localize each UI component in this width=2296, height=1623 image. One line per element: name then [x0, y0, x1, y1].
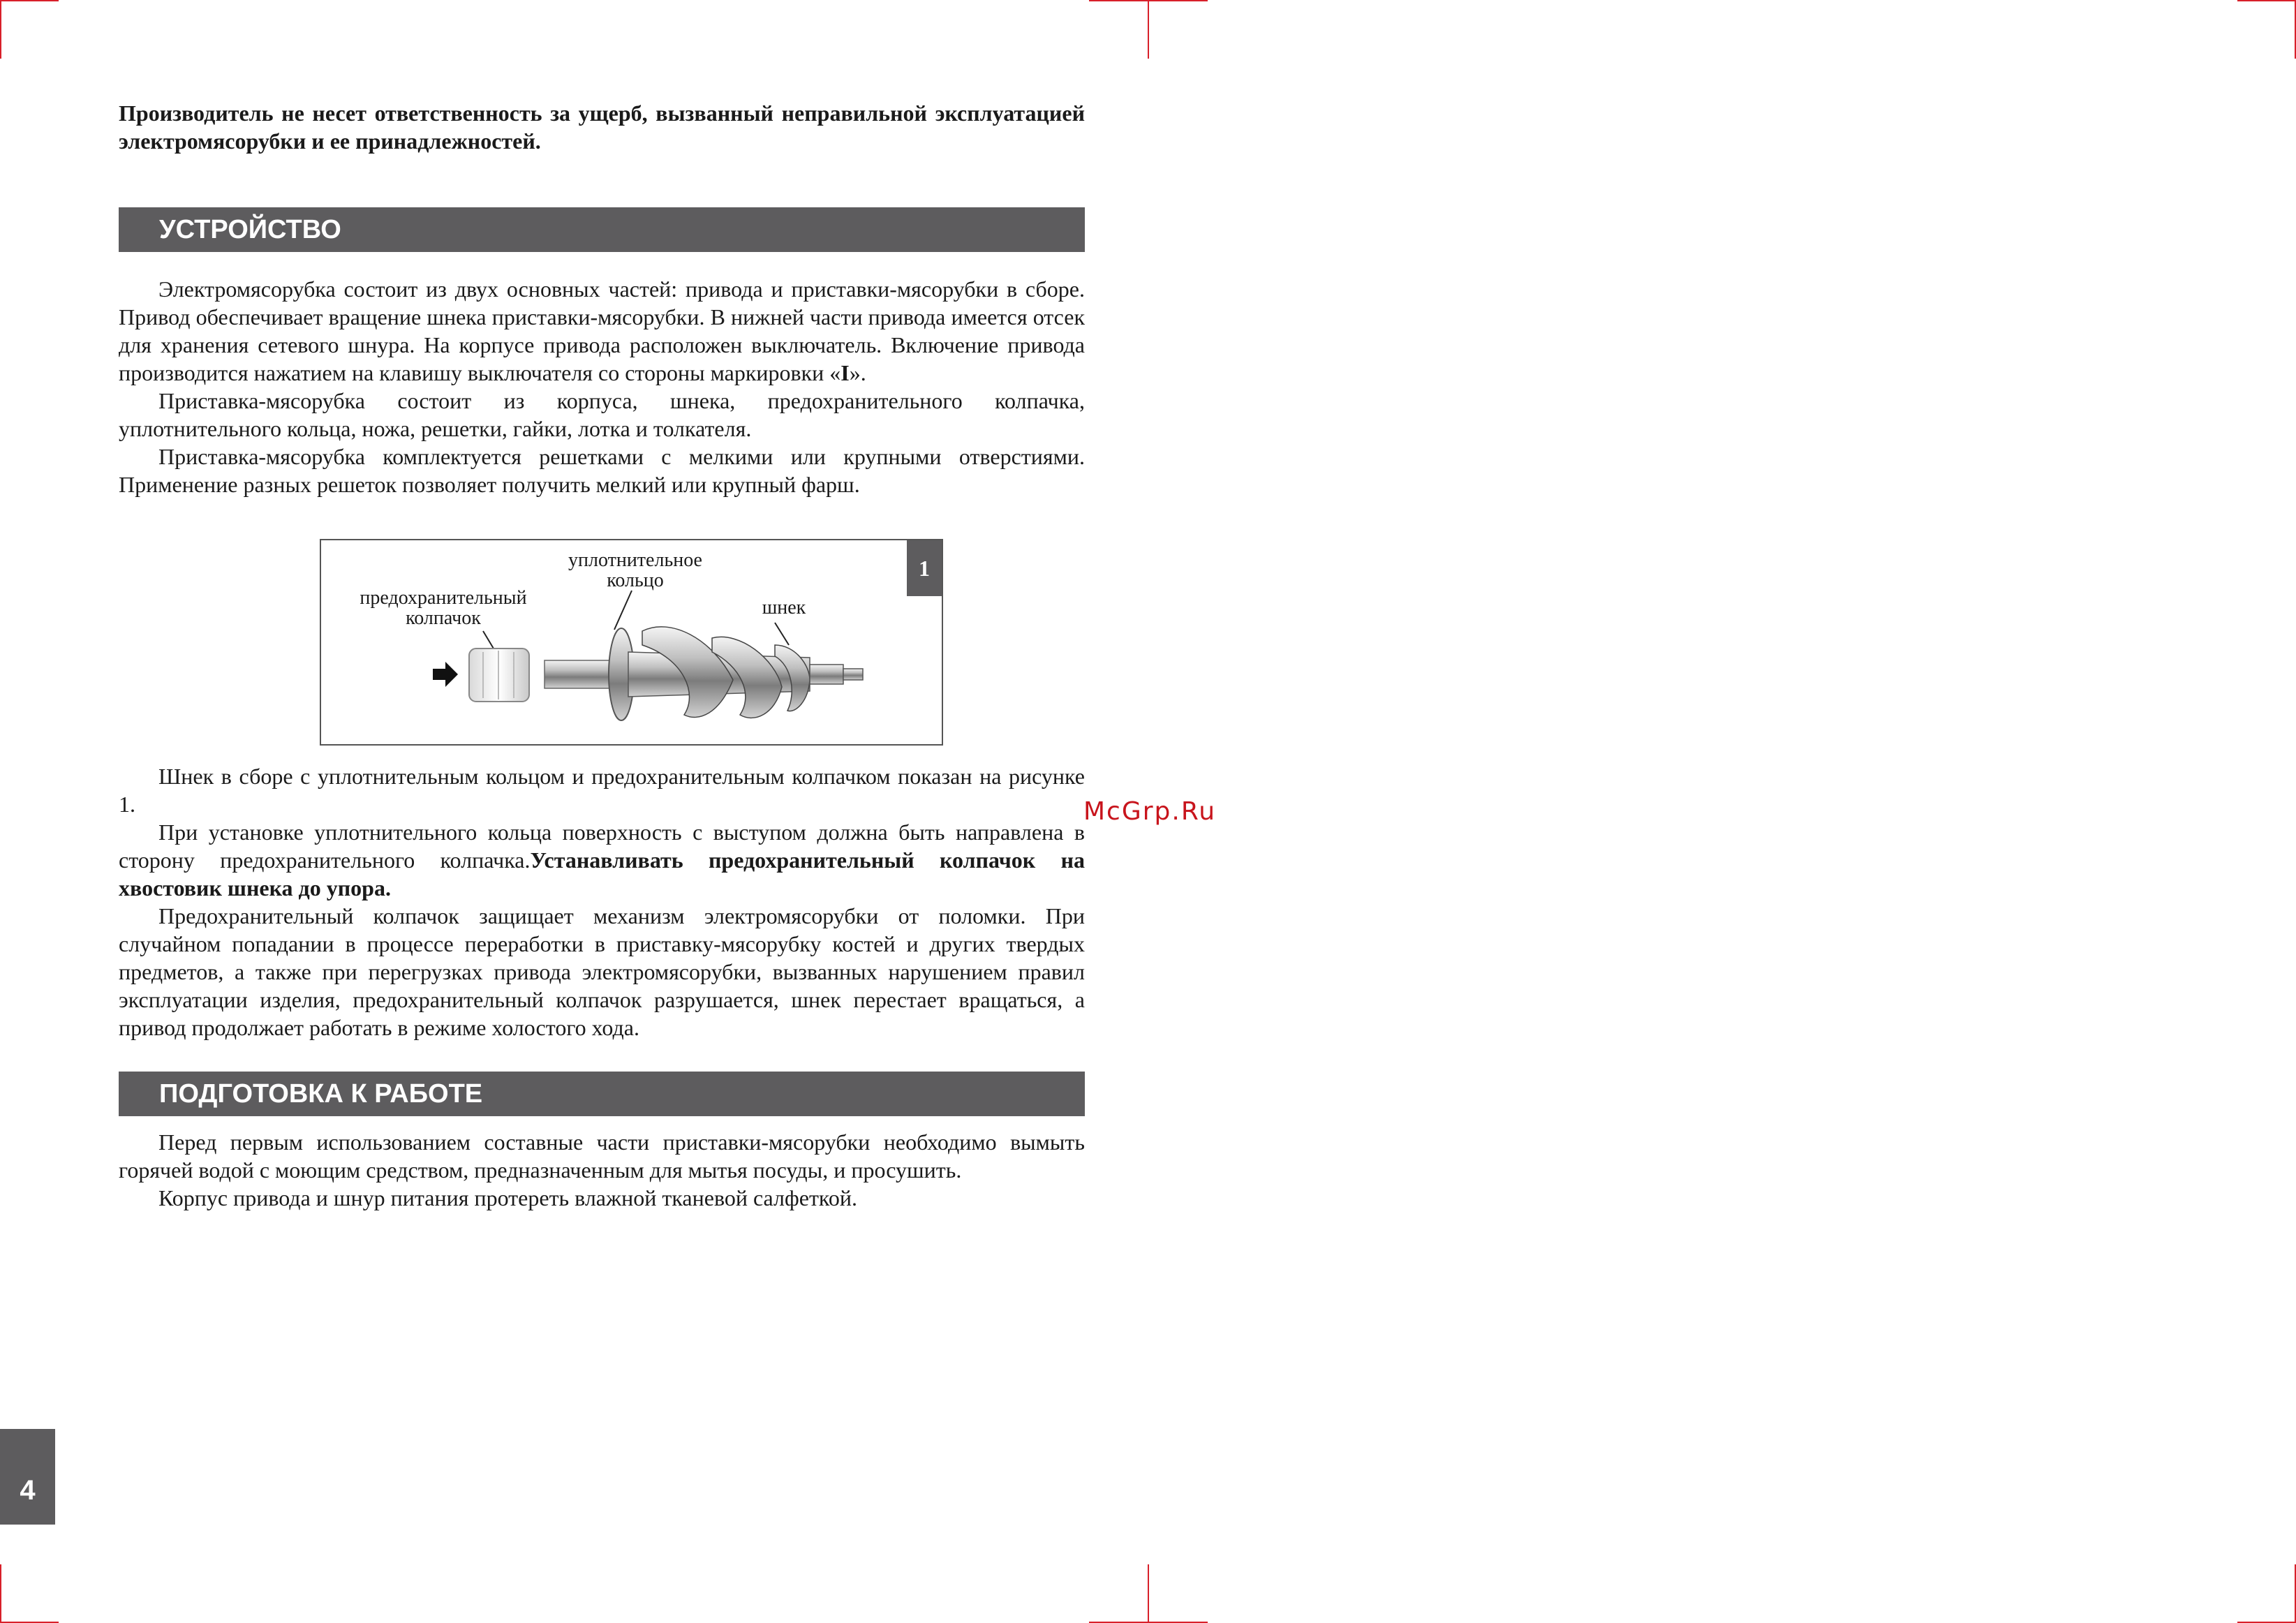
paragraph: Перед первым использованием составные части приставки-мясорубки необходимо вымыть горячей водой с моющим средством, предназначенным для мытья посуды, и просушить. [119, 1129, 1085, 1183]
watermark: McGrp.Ru [1083, 797, 1217, 826]
crop-mark [1089, 0, 1148, 1]
screw-illustration [321, 540, 942, 744]
section-preparation-body [119, 1128, 1085, 1212]
paragraph: Корпус привода и шнур питания протереть влажной тканевой салфеткой. [158, 1185, 857, 1210]
crop-mark [0, 0, 59, 1]
section-header-device: УСТРОЙСТВО [119, 207, 1085, 252]
crop-mark [1148, 0, 1149, 59]
figure-number: 1 [907, 540, 942, 596]
figure-screw-assembly [320, 539, 943, 746]
crop-mark [1148, 1564, 1149, 1623]
crop-mark [1149, 0, 1208, 1]
disclaimer-text: Производитель не несет ответственность за ущерб, вызванный неправильной эксплуатацией электромясорубки и ее принадлежностей. [119, 101, 1085, 154]
paragraph: Приставка-мясорубка комплектуется решетками с мелкими или крупными отверстиями. Применение разных решеток позволяет получить мелкий или крупный фарш. [119, 444, 1085, 497]
section-device-body-2 [119, 762, 1085, 1042]
label-screw: шнек [762, 597, 806, 618]
crop-mark [0, 0, 1, 59]
section-header-preparation: ПОДГОТОВКА К РАБОТЕ [119, 1072, 1085, 1116]
label-seal-ring: уплотнительное кольцо [568, 549, 702, 591]
paragraph: Предохранительный колпачок защищает механизм электромясорубки от поломки. При случайном попадании в процессе переработки в приставку-мясорубку костей и других твердых предметов, а также при перегрузках привода электромясорубки, вызванных нарушением правил эксплуатации изделия, предохранительный колпачок разрушается, шнек перестает вращаться, а привод продолжает работать в режиме холостого хода. [119, 903, 1085, 1040]
arrow-right-icon [433, 662, 458, 687]
paragraph: Шнек в сборе с уплотнительным кольцом и предохранительным колпачком показан на рисунке 1. [119, 764, 1085, 817]
section-device-body [119, 275, 1085, 498]
paragraph: При установке уплотнительного кольца поверхность с выступом должна быть направлена в сторону предохранительного колпачка.Устанавливать предохранительный колпачок на хвостовик шнека до упора. [119, 820, 1086, 901]
intro-block [119, 99, 1085, 155]
paragraph: Электромясорубка состоит из двух основных частей: привода и приставки-мясорубки в сборе. Привод обеспечивает вращение шнека приставки-мясорубки. В нижней части привода имеется отсек для хранения сетевого шнура. На корпусе привода расположен выключатель. Включение привода производится нажатием на клавишу выключателя со стороны маркировки «I». [119, 276, 1085, 385]
paragraph: Приставка-мясорубка состоит из корпуса, шнека, предохранительного колпачка, уплотнительного кольца, ножа, решетки, гайки, лотка и толкателя. [119, 388, 1085, 441]
crop-mark [2237, 0, 2296, 1]
crop-mark [0, 1564, 1, 1623]
page-number: 4 [0, 1429, 55, 1525]
label-safety-cap: предохранительный колпачок [360, 587, 527, 629]
